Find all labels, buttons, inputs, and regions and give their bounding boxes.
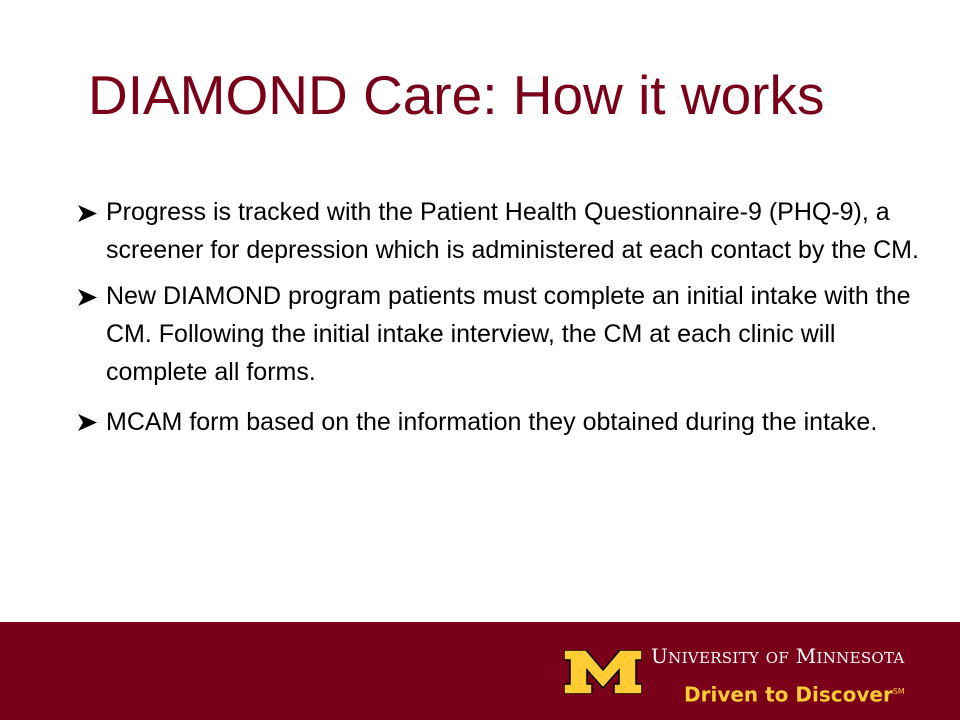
arrow-bullet-icon xyxy=(76,402,100,440)
tagline: Driven to Discover℠ xyxy=(684,682,905,707)
service-mark: SM xyxy=(892,687,905,696)
slide-title: DIAMOND Care: How it works xyxy=(88,64,825,126)
bullet-item xyxy=(76,193,926,269)
bullet-text: MCAM form based on the information they obtained during the intake. xyxy=(106,408,878,436)
block-m-logo-icon xyxy=(564,650,642,694)
arrow-bullet-icon xyxy=(76,193,100,231)
bullet-text: Progress is tracked with the Patient Health Questionnaire-9 (PHQ-9), a screener for depression which is administered at each contact by the CM. xyxy=(106,198,919,264)
bullet-list xyxy=(76,193,926,443)
bullet-text: New DIAMOND program patients must complete an initial intake with the CM. Following the initial intake interview, the CM at each clinic will complete all forms. xyxy=(106,282,911,386)
arrow-bullet-icon xyxy=(76,277,100,315)
bullet-item xyxy=(76,277,926,391)
university-wordmark xyxy=(651,643,951,708)
university-name: UNIVERSITY OF MINNESOTA xyxy=(651,644,905,668)
bullet-item xyxy=(76,402,926,443)
